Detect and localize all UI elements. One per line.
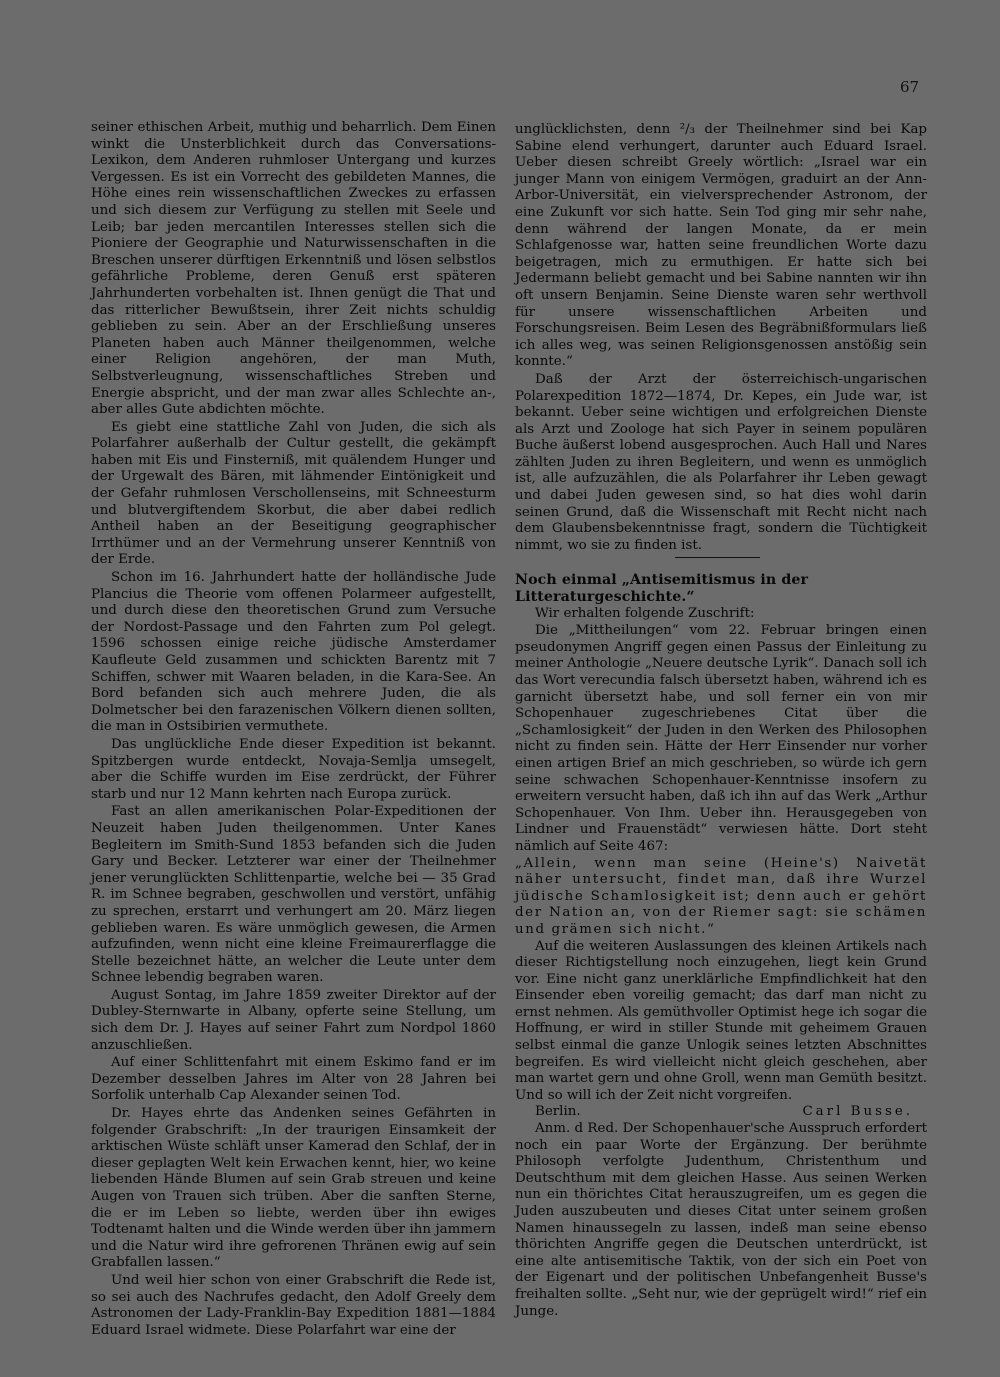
paragraph: Fast an allen amerikanischen Polar-Expeditionen der Neuzeit haben Juden theilgenommen. Unter Kanes Begleitern im Smith-Sund 1853 befanden sich die Juden Gary und Becker. Letzterer war einer der Theilnehmer jener verunglückten Schlittenpartie, welche bei — 35 Grad R. im Schnee begraben, geschwollen und verstört, unfähig zu sprechen, erstarrt und verhungert am 20. März liegen geblieben waren. Es wäre unmöglich gewesen, die Armen aufzufinden, wenn nicht eine kleine Freimaurerflagge die Stelle bezeichnet hätte, an welcher die Leute unter dem Schnee lebendig begraben waren. [91, 804, 496, 986]
paragraph: Daß der Arzt der österreichisch-ungarischen Polarexpedition 1872—1874, Dr. Kepes, ein Jude war, ist bekannt. Ueber seine wichtigen und erfolgreichen Dienste als Arzt und Zoologe hat sich Payer in seinem populären Buche äußerst lobend ausgesprochen. Auch Hall und Nares zählten Juden zu ihren Begleitern, und wenn es unmöglich ist, alle aufzuzählen, die als Polarfahrer ihr Leben gewagt und dabei Juden gewesen sind, so hat dies wohl darin seinen Grund, daß die Wissenschaft mit Recht nicht nach dem Glaubensbekenntnisse fragt, sondern die Tüchtigkeit nimmt, wo sie zu finden ist. [515, 371, 927, 553]
paragraph: Die „Mittheilungen“ vom 22. Februar bringen einen pseudonymen Angriff gegen einen Passus der Einleitung zu meiner Anthologie „Neuere deutsche Lyrik“. Danach soll ich das Wort verecundia falsch übersetzt haben, während ich es garnicht übersetzt habe, und soll ferner ein von mir Schopenhauer zugeschriebenes Citat über die „Schamlosigkeit“ der Juden in den Werken des Philosophen nicht zu finden sein. Hätte der Herr Einsender nur vorher einen artigen Brief an mich geschrieben, so würde ich gern seine schwachen Schopenhauer-Kenntnisse insofern zu erweitern versucht haben, daß ich ihn auf das Werk „Arthur Schopenhauer. Von Ihm. Ueber ihn. Herausgegeben von Lindner und Frauenstädt“ verwiesen hätte. Dort steht nämlich auf Seite 467: [515, 623, 927, 854]
schopenhauer-quote: „Allein, wenn man seine (Heine's) Naivetät näher untersucht, findet man, daß ihre Wurzel jüdische Schamlosigkeit ist; denn auch er gehört der Nation an, von der Riemer sagt: sie schämen und grämen sich nicht.“ [515, 855, 927, 937]
paragraph: Auf die weiteren Auslassungen des kleinen Artikels nach dieser Richtigstellung noch einzugehen, liegt kein Grund vor. Eine nicht ganz unerklärliche Empfindlichkeit hat den Einsender eben voreilig gemacht; das darf man nicht zu ernst nehmen. Als gemüthvoller Optimist hege ich sogar die Hoffnung, er wird in stiller Stunde mit geheimem Grauen selbst einmal die ganze Unlogik seines letzten Abschnittes begreifen. Es wird vielleicht nicht gleich geschehen, aber man wartet gern und ohne Groll, wenn man Gemüth besitzt. Und so will ich der Zeit nicht vorgreifen. [515, 938, 927, 1103]
signature-author: Carl Busse. [802, 1104, 913, 1120]
paragraph: unglücklichsten, denn ²/₃ der Theilnehmer sind bei Kap Sabine elend verhungert, darunter auch Eduard Israel. Ueber diesen schreibt Greely wörtlich: „Israel war ein junger Mann von einigem Vermögen, graduirt an der Ann-Arbor-Universität, ein vielversprechender Astronom, der eine Zukunft vor sich hatte. Sein Tod ging mir sehr nahe, denn während der langen Monate, da er mein Schlafgenosse war, hatten seine freundlichen Worte dazu beigetragen, mich zu ermuthigen. Er hatte sich bei Jedermann beliebt gemacht und bei Sabine nannten wir ihn oft unsern Benjamin. Seine Dienste waren sehr werthvoll für unsere wissenschaftlichen Arbeiten und Forschungsreisen. Beim Lesen des Begräbnißformulars ließ ich alles weg, was seinen Religionsgenossen anstößig sein konnte.“ [515, 122, 927, 370]
paragraph: August Sontag, im Jahre 1859 zweiter Direktor auf der Dubley-Sternwarte in Albany, opferte seine Stellung, um sich dem Dr. J. Hayes auf seiner Fahrt zum Nordpol 1860 anzuschließen. [91, 987, 496, 1053]
signature-place: Berlin. [535, 1104, 581, 1120]
paragraph: Das unglückliche Ende dieser Expedition ist bekannt. Spitzbergen wurde entdeckt, Novaja-Semlja umsegelt, aber die Schiffe wurden im Eise zerdrückt, der Führer starb und nur 12 Mann kehrten nach Europa zurück. [91, 736, 496, 802]
right-column [515, 122, 927, 1320]
article-body [515, 606, 927, 856]
paragraph: Anm. d Red. Der Schopenhauer'sche Ausspruch erfordert noch ein paar Worte der Ergänzung. Der berühmte Philosoph verfolgte Judenthum, Christenthum und Deutschthum mit dem gleichen Hasse. Aus seinen Werken nun ein thörichtes Citat herauszugreifen, um es gegen die Juden auszubeuten und dieses Citat unter seinem großen Namen hinaussegeln zu lassen, indeß man seine ebenso thörichten Angriffe gegen die Deutschen unterdrückt, ist eine alte antisemitische Taktik, von der sich ein Poet von der Eigenart und der politischen Unbefangenheit Busse's freihalten sollte. „Seht nur, wie der geprügelt wird!“ rief ein Junge. [515, 1121, 927, 1319]
left-column [91, 120, 496, 1339]
paragraph: Es giebt eine stattliche Zahl von Juden, die sich als Polarfahrer außerhalb der Cultur gestellt, die gekämpft haben mit Eis und Finsterniß, mit quälendem Hunger und der Urgewalt des Bären, mit lähmender Eintönigkeit und der Gefahr ruhmlosen Verschollenseins, mit Schneesturm und blutvergiftendem Skorbut, die aber dabei redlich Antheil haben an der Beseitigung geographischer Irrthümer und an der Vermehrung unserer Kenntniß von der Erde. [91, 419, 496, 568]
paragraph: Schon im 16. Jahrhundert hatte der holländische Jude Plancius die Theorie vom offenen Polarmeer aufgestellt, und durch diese den theoretischen Grund zum Versuche der Nordost-Passage und den Fahrten zum Pol gelegt. 1596 schossen einige reiche jüdische Amsterdamer Kaufleute Geld zusammen und schickten Barentz mit 7 Schiffen, schwer mit Waaren beladen, in die Kara-See. An Bord befanden sich auch mehrere Juden, die als Dolmetscher bei den farazenischen Völkern dienen sollten, die man in Ostsibirien vermuthete. [91, 570, 496, 735]
paragraph: seiner ethischen Arbeit, muthig und beharrlich. Dem Einen winkt die Unsterblichkeit durch das Conversations-Lexikon, dem Anderen ruhmloser Untergang und kurzes Vergessen. Es ist ein Vorrecht des gebildeten Mannes, die Höhe eines rein wissenschaftlichen Zweckes zu erfassen und sich diesem zur Verfügung zu stellen mit Seele und Leib; bar jeden mercantilen Interesses stellen sich die Pioniere der Geographie und Naturwissenschaften in die Breschen unserer dürftigen Erkenntniß und lösen selbstlos gefährliche Probleme, deren Genuß erst späteren Jahrhunderten vorbehalten ist. Ihnen genügt die That und das ritterlicher Bewußtsein, ihrer Zeit nichts schuldig geblieben zu sein. Aber an der Erschließung unseres Planeten haben auch Männer theilgenommen, welche einer Religion angehören, der man Muth, Selbstverleugnung, wissenschaftliches Streben und Energie abspricht, und der man zwar alles Schlechte an-, aber alles Gute abdichten möchte. [91, 120, 496, 418]
paragraph: Und weil hier schon von einer Grabschrift die Rede ist, so sei auch des Nachrufes gedacht, den Adolf Greely dem Astronomen der Lady-Franklin-Bay Expedition 1881—1884 Eduard Israel widmete. Diese Polarfahrt war eine der [91, 1272, 496, 1338]
paragraph: Wir erhalten folgende Zuschrift: [535, 605, 755, 621]
page-number: 67 [900, 78, 920, 96]
article-conclusion [515, 939, 927, 1105]
paragraph: Dr. Hayes ehrte das Andenken seines Gefährten in folgender Grabschrift: „In der traurigen Einsamkeit der arktischen Wüste schläft unser Kamerad den Schlaf, der in dieser geplagten Welt kein Erwachen kennt, hier, wo keine liebenden Hände Blumen auf sein Grab streuen und keine Augen von Trauen sich trüben. Aber die sanften Sterne, die er im Leben so liebte, werden über ihn ewiges Todtenamt halten und die Winde werden über ihn jammern und die Natur wird ihre gefrorenen Thränen ewig auf sein Grabfallen lassen.“ [91, 1106, 496, 1271]
editor-note [515, 1121, 927, 1320]
right-column-top-text [515, 122, 927, 554]
section-divider [675, 557, 760, 558]
signature-line [515, 1104, 927, 1121]
article-heading: Noch einmal „Antisemitismus in der Litteraturgeschichte.“ [515, 572, 809, 606]
paragraph: Auf einer Schlittenfahrt mit einem Eskimo fand er im Dezember desselben Jahres im Alter von 28 Jahren bei Sorfolik unterhalb Cap Alexander seinen Tod. [91, 1055, 496, 1104]
